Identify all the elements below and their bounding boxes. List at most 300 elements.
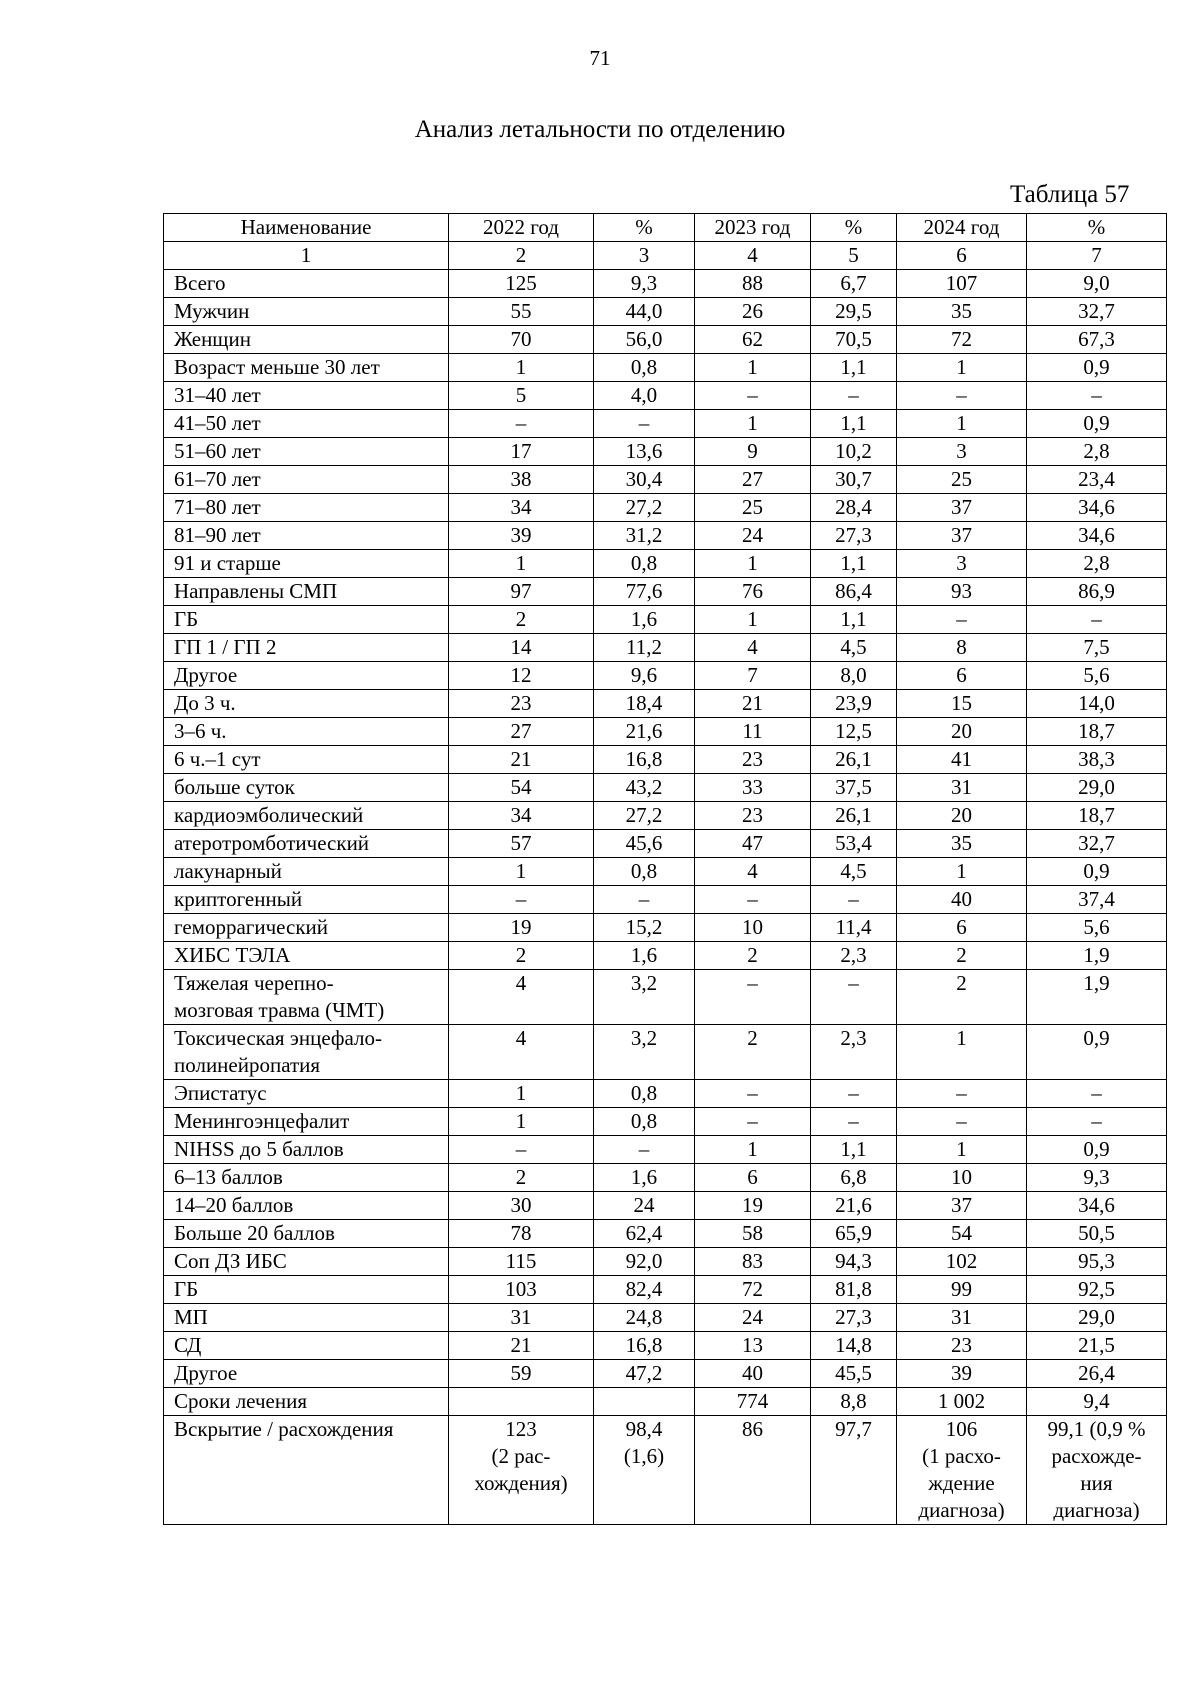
table-cell: – bbox=[695, 970, 811, 1025]
table-cell: 1 bbox=[695, 550, 811, 578]
table-row bbox=[164, 858, 1167, 886]
table-cell: 23 bbox=[449, 690, 594, 718]
table-cell: 25 bbox=[695, 494, 811, 522]
table-cell: 125 bbox=[449, 270, 594, 298]
table-cell: 99,1 (0,9 % расхожде- ния диагноза) bbox=[1027, 1416, 1167, 1525]
table-cell: 27,2 bbox=[594, 494, 695, 522]
table-cell: 9,6 bbox=[594, 662, 695, 690]
table-cell: 26,4 bbox=[1027, 1360, 1167, 1388]
row-label-cell: Сроки лечения bbox=[164, 1388, 449, 1416]
table-cell: 92,0 bbox=[594, 1248, 695, 1276]
table-row bbox=[164, 410, 1167, 438]
table-cell: 53,4 bbox=[811, 830, 897, 858]
table-cell: 2024 год bbox=[897, 214, 1027, 242]
table-row bbox=[164, 298, 1167, 326]
table-row bbox=[164, 886, 1167, 914]
table-cell: 32,7 bbox=[1027, 298, 1167, 326]
table-cell: 12 bbox=[449, 662, 594, 690]
table-cell: 4 bbox=[695, 634, 811, 662]
row-label-cell: 6 ч.–1 сут bbox=[164, 746, 449, 774]
table-cell: 23 bbox=[695, 802, 811, 830]
table-cell: 4 bbox=[449, 970, 594, 1025]
table-cell: – bbox=[449, 410, 594, 438]
table-cell: 103 bbox=[449, 1276, 594, 1304]
table-cell: 24,8 bbox=[594, 1304, 695, 1332]
table-row bbox=[164, 1332, 1167, 1360]
table-cell: 4 bbox=[695, 858, 811, 886]
row-label-cell: 6–13 баллов bbox=[164, 1164, 449, 1192]
table-row bbox=[164, 914, 1167, 942]
table-cell: – bbox=[1027, 1108, 1167, 1136]
table-cell: 20 bbox=[897, 718, 1027, 746]
table-cell: 6 bbox=[897, 914, 1027, 942]
table-row bbox=[164, 270, 1167, 298]
table-cell: 1,9 bbox=[1027, 970, 1167, 1025]
row-label-cell: больше суток bbox=[164, 774, 449, 802]
table-cell: 17 bbox=[449, 438, 594, 466]
table-cell: 3,2 bbox=[594, 970, 695, 1025]
table-cell: 1 bbox=[695, 354, 811, 382]
table-cell: 86,4 bbox=[811, 578, 897, 606]
table-cell: 70 bbox=[449, 326, 594, 354]
table-cell: 9,3 bbox=[1027, 1164, 1167, 1192]
table-cell: 27,3 bbox=[811, 1304, 897, 1332]
table-cell: 6 bbox=[897, 242, 1027, 270]
table-cell: 34,6 bbox=[1027, 494, 1167, 522]
table-row bbox=[164, 1416, 1167, 1525]
table-row bbox=[164, 466, 1167, 494]
table-cell: 115 bbox=[449, 1248, 594, 1276]
table-cell: 82,4 bbox=[594, 1276, 695, 1304]
table-row bbox=[164, 746, 1167, 774]
table-cell: % bbox=[811, 214, 897, 242]
table-cell: 31 bbox=[897, 774, 1027, 802]
table-row bbox=[164, 970, 1167, 1025]
row-label-cell: Всего bbox=[164, 270, 449, 298]
table-cell: 1,1 bbox=[811, 410, 897, 438]
table-cell: 34 bbox=[449, 802, 594, 830]
row-label-cell: ГБ bbox=[164, 606, 449, 634]
table-row bbox=[164, 802, 1167, 830]
table-cell: 97 bbox=[449, 578, 594, 606]
table-row bbox=[164, 1248, 1167, 1276]
row-label-cell: СД bbox=[164, 1332, 449, 1360]
table-cell: 34,6 bbox=[1027, 1192, 1167, 1220]
row-label-cell: Мужчин bbox=[164, 298, 449, 326]
table-cell: – bbox=[695, 1108, 811, 1136]
table-cell: 10 bbox=[695, 914, 811, 942]
table-row bbox=[164, 1360, 1167, 1388]
table-cell: 32,7 bbox=[1027, 830, 1167, 858]
row-label-cell: Женщин bbox=[164, 326, 449, 354]
table-cell: 15 bbox=[897, 690, 1027, 718]
table-cell: 26,1 bbox=[811, 802, 897, 830]
table-cell: 29,0 bbox=[1027, 1304, 1167, 1332]
table-row bbox=[164, 1304, 1167, 1332]
table-cell: 86 bbox=[695, 1416, 811, 1525]
table-cell: – bbox=[897, 1108, 1027, 1136]
table-cell: 1 bbox=[449, 858, 594, 886]
table-row bbox=[164, 1108, 1167, 1136]
row-label-cell: 14–20 баллов bbox=[164, 1192, 449, 1220]
table-cell: 47 bbox=[695, 830, 811, 858]
table-cell: 4,0 bbox=[594, 382, 695, 410]
table-cell: 18,7 bbox=[1027, 802, 1167, 830]
table-cell: 0,8 bbox=[594, 354, 695, 382]
table-cell: 41 bbox=[897, 746, 1027, 774]
table-cell: 1 bbox=[695, 606, 811, 634]
table-cell: 23,9 bbox=[811, 690, 897, 718]
table-cell: 19 bbox=[695, 1192, 811, 1220]
table-cell: 1 bbox=[449, 1108, 594, 1136]
table-cell: 15,2 bbox=[594, 914, 695, 942]
table-cell: % bbox=[1027, 214, 1167, 242]
table-cell: 34 bbox=[449, 494, 594, 522]
table-cell: 2,8 bbox=[1027, 550, 1167, 578]
table-cell: 1,1 bbox=[811, 606, 897, 634]
table-cell: 2023 год bbox=[695, 214, 811, 242]
row-label-cell: Возраст меньше 30 лет bbox=[164, 354, 449, 382]
table-cell: 1,9 bbox=[1027, 942, 1167, 970]
table-cell: 1 bbox=[897, 1025, 1027, 1080]
table-cell: 70,5 bbox=[811, 326, 897, 354]
table-row bbox=[164, 326, 1167, 354]
table-cell: 23 bbox=[897, 1332, 1027, 1360]
table-cell: 19 bbox=[449, 914, 594, 942]
table-cell: – bbox=[449, 1136, 594, 1164]
table-cell: 2 bbox=[695, 1025, 811, 1080]
table-row bbox=[164, 634, 1167, 662]
table-cell: 12,5 bbox=[811, 718, 897, 746]
table-cell: 35 bbox=[897, 830, 1027, 858]
row-label-cell: Больше 20 баллов bbox=[164, 1220, 449, 1248]
table-cell: 24 bbox=[695, 522, 811, 550]
table-cell: – bbox=[449, 886, 594, 914]
table-cell: 67,3 bbox=[1027, 326, 1167, 354]
table-cell: 21 bbox=[449, 746, 594, 774]
table-row bbox=[164, 690, 1167, 718]
table-cell: 29,0 bbox=[1027, 774, 1167, 802]
table-cell: 2,3 bbox=[811, 942, 897, 970]
table-cell: 7 bbox=[695, 662, 811, 690]
table-cell: 123 (2 рас- хождения) bbox=[449, 1416, 594, 1525]
table-cell: 2 bbox=[449, 942, 594, 970]
table-cell: 65,9 bbox=[811, 1220, 897, 1248]
table-cell: 30 bbox=[449, 1192, 594, 1220]
table-cell: 23,4 bbox=[1027, 466, 1167, 494]
table-cell: – bbox=[811, 1108, 897, 1136]
table-cell: 1 bbox=[897, 410, 1027, 438]
table-cell: 4 bbox=[449, 1025, 594, 1080]
row-label-cell: атеротромботический bbox=[164, 830, 449, 858]
table-row bbox=[164, 718, 1167, 746]
row-label-cell: Соп ДЗ ИБС bbox=[164, 1248, 449, 1276]
table-cell: 35 bbox=[897, 298, 1027, 326]
table-cell: 7 bbox=[1027, 242, 1167, 270]
table-cell: – bbox=[594, 886, 695, 914]
column-number-row bbox=[164, 242, 1167, 270]
table-cell: 2 bbox=[449, 606, 594, 634]
table-cell: 31 bbox=[449, 1304, 594, 1332]
table-cell: 29,5 bbox=[811, 298, 897, 326]
table-cell: 99 bbox=[897, 1276, 1027, 1304]
table-cell: 25 bbox=[897, 466, 1027, 494]
table-caption: Таблица 57 bbox=[1010, 181, 1130, 208]
table-cell: 6 bbox=[897, 662, 1027, 690]
row-label-cell: 31–40 лет bbox=[164, 382, 449, 410]
row-label-cell: Другое bbox=[164, 662, 449, 690]
table-cell: 59 bbox=[449, 1360, 594, 1388]
table-cell: 95,3 bbox=[1027, 1248, 1167, 1276]
table-cell: 1,1 bbox=[811, 550, 897, 578]
table-cell: % bbox=[594, 214, 695, 242]
row-label-cell: Направлены СМП bbox=[164, 578, 449, 606]
table-cell: 27,2 bbox=[594, 802, 695, 830]
table-cell: 40 bbox=[897, 886, 1027, 914]
table-row bbox=[164, 606, 1167, 634]
table-cell: 3,2 bbox=[594, 1025, 695, 1080]
table-cell: 37,4 bbox=[1027, 886, 1167, 914]
table-cell: 6,7 bbox=[811, 270, 897, 298]
table-row bbox=[164, 1136, 1167, 1164]
table-cell: 0,8 bbox=[594, 1108, 695, 1136]
table-cell: 40 bbox=[695, 1360, 811, 1388]
row-label-cell: лакунарный bbox=[164, 858, 449, 886]
table-cell: 20 bbox=[897, 802, 1027, 830]
table-cell: 11,2 bbox=[594, 634, 695, 662]
table-cell: 14,0 bbox=[1027, 690, 1167, 718]
table-cell: 27 bbox=[449, 718, 594, 746]
table-cell: 31,2 bbox=[594, 522, 695, 550]
table-cell: 0,9 bbox=[1027, 1136, 1167, 1164]
table-cell: 0,8 bbox=[594, 550, 695, 578]
table-cell: 16,8 bbox=[594, 1332, 695, 1360]
row-label-cell: Эпистатус bbox=[164, 1080, 449, 1108]
table-cell: 26 bbox=[695, 298, 811, 326]
table-cell: 45,6 bbox=[594, 830, 695, 858]
table-cell: 7,5 bbox=[1027, 634, 1167, 662]
table-cell: – bbox=[811, 382, 897, 410]
table-row bbox=[164, 522, 1167, 550]
table-cell: 30,4 bbox=[594, 466, 695, 494]
table-cell: 11,4 bbox=[811, 914, 897, 942]
table-row bbox=[164, 774, 1167, 802]
table-cell: 8 bbox=[897, 634, 1027, 662]
table-row bbox=[164, 1192, 1167, 1220]
row-label-cell: Менингоэнцефалит bbox=[164, 1108, 449, 1136]
table-cell: 18,7 bbox=[1027, 718, 1167, 746]
table-cell: 2 bbox=[897, 970, 1027, 1025]
table-cell: 92,5 bbox=[1027, 1276, 1167, 1304]
table-cell: 72 bbox=[897, 326, 1027, 354]
table-cell: 37,5 bbox=[811, 774, 897, 802]
table-cell: 72 bbox=[695, 1276, 811, 1304]
table-cell: 1 bbox=[695, 1136, 811, 1164]
table-row bbox=[164, 1164, 1167, 1192]
table-row bbox=[164, 942, 1167, 970]
table-cell: 39 bbox=[897, 1360, 1027, 1388]
table-cell: 97,7 bbox=[811, 1416, 897, 1525]
table-cell: 1 002 bbox=[897, 1388, 1027, 1416]
table-cell: 43,2 bbox=[594, 774, 695, 802]
table-cell: 9,3 bbox=[594, 270, 695, 298]
table-cell: 26,1 bbox=[811, 746, 897, 774]
table-cell: 1 bbox=[897, 354, 1027, 382]
table-cell: 10 bbox=[897, 1164, 1027, 1192]
table-cell: – bbox=[695, 886, 811, 914]
row-label-cell: 1 bbox=[164, 242, 449, 270]
row-label-cell: ГП 1 / ГП 2 bbox=[164, 634, 449, 662]
table-cell: 2 bbox=[897, 942, 1027, 970]
row-label-cell: криптогенный bbox=[164, 886, 449, 914]
table-cell: 21 bbox=[695, 690, 811, 718]
table-row bbox=[164, 382, 1167, 410]
row-label-cell: 71–80 лет bbox=[164, 494, 449, 522]
table-cell: 1 bbox=[897, 1136, 1027, 1164]
table-cell: 2,8 bbox=[1027, 438, 1167, 466]
row-label-cell: 91 и старше bbox=[164, 550, 449, 578]
table-row bbox=[164, 830, 1167, 858]
table-row bbox=[164, 354, 1167, 382]
table-cell: – bbox=[594, 410, 695, 438]
table-cell: 62,4 bbox=[594, 1220, 695, 1248]
table-cell: 16,8 bbox=[594, 746, 695, 774]
page-number: 71 bbox=[589, 46, 611, 70]
row-label-cell: До 3 ч. bbox=[164, 690, 449, 718]
table-cell: – bbox=[811, 970, 897, 1025]
table-cell: 47,2 bbox=[594, 1360, 695, 1388]
table-cell bbox=[449, 1388, 594, 1416]
row-label-cell: Тяжелая черепно- мозговая травма (ЧМТ) bbox=[164, 970, 449, 1025]
row-label-cell: 61–70 лет bbox=[164, 466, 449, 494]
table-cell: – bbox=[1027, 382, 1167, 410]
table-cell: 8,8 bbox=[811, 1388, 897, 1416]
table-cell: 38,3 bbox=[1027, 746, 1167, 774]
table-cell: 10,2 bbox=[811, 438, 897, 466]
table-cell: 81,8 bbox=[811, 1276, 897, 1304]
table-cell: – bbox=[1027, 606, 1167, 634]
table-cell: 30,7 bbox=[811, 466, 897, 494]
table-cell: – bbox=[811, 886, 897, 914]
table-row bbox=[164, 438, 1167, 466]
table-cell: 56,0 bbox=[594, 326, 695, 354]
row-label-cell: Токсическая энцефало- полинейропатия bbox=[164, 1025, 449, 1080]
table-cell: 1,6 bbox=[594, 942, 695, 970]
table-cell: 2,3 bbox=[811, 1025, 897, 1080]
table-cell: 106 (1 расхо- ждение диагноза) bbox=[897, 1416, 1027, 1525]
table-cell: 3 bbox=[897, 438, 1027, 466]
table-cell: 1 bbox=[449, 354, 594, 382]
row-label-cell: NIHSS до 5 баллов bbox=[164, 1136, 449, 1164]
row-label-cell: ГБ bbox=[164, 1276, 449, 1304]
row-label-cell: Наименование bbox=[164, 214, 449, 242]
table-cell: 31 bbox=[897, 1304, 1027, 1332]
table-cell: 86,9 bbox=[1027, 578, 1167, 606]
table-cell: 27 bbox=[695, 466, 811, 494]
table-row bbox=[164, 578, 1167, 606]
table-row bbox=[164, 1388, 1167, 1416]
table-cell: 4,5 bbox=[811, 634, 897, 662]
table-cell: 21,6 bbox=[594, 718, 695, 746]
table-cell: 13,6 bbox=[594, 438, 695, 466]
table-cell: 94,3 bbox=[811, 1248, 897, 1276]
mortality-table bbox=[163, 213, 1167, 1525]
table-cell: 78 bbox=[449, 1220, 594, 1248]
table-cell: 23 bbox=[695, 746, 811, 774]
table-cell: 98,4 (1,6) bbox=[594, 1416, 695, 1525]
table-cell: – bbox=[695, 382, 811, 410]
table-cell: 57 bbox=[449, 830, 594, 858]
table-cell: 8,0 bbox=[811, 662, 897, 690]
table-cell: 45,5 bbox=[811, 1360, 897, 1388]
table-cell: 93 bbox=[897, 578, 1027, 606]
table-cell: 2 bbox=[449, 1164, 594, 1192]
table-cell: – bbox=[897, 1080, 1027, 1108]
table-header-row bbox=[164, 214, 1167, 242]
table-row bbox=[164, 662, 1167, 690]
table-cell: 54 bbox=[449, 774, 594, 802]
table-cell: 0,9 bbox=[1027, 410, 1167, 438]
table-cell: 0,8 bbox=[594, 858, 695, 886]
table-cell: 9,4 bbox=[1027, 1388, 1167, 1416]
row-label-cell: Другое bbox=[164, 1360, 449, 1388]
table-cell: 5,6 bbox=[1027, 914, 1167, 942]
table-cell: 33 bbox=[695, 774, 811, 802]
table-cell: 5 bbox=[449, 382, 594, 410]
table-cell: 44,0 bbox=[594, 298, 695, 326]
table-cell: 1 bbox=[449, 550, 594, 578]
table-cell: 1 bbox=[449, 1080, 594, 1108]
table-cell: 11 bbox=[695, 718, 811, 746]
table-cell: 5,6 bbox=[1027, 662, 1167, 690]
table-cell: 24 bbox=[594, 1192, 695, 1220]
table-cell bbox=[594, 1388, 695, 1416]
table-row bbox=[164, 1276, 1167, 1304]
table-cell: 54 bbox=[897, 1220, 1027, 1248]
table-cell: 14 bbox=[449, 634, 594, 662]
table-cell: 21,6 bbox=[811, 1192, 897, 1220]
table-cell: 6,8 bbox=[811, 1164, 897, 1192]
table-cell: 58 bbox=[695, 1220, 811, 1248]
table-cell: 55 bbox=[449, 298, 594, 326]
table-cell: 37 bbox=[897, 494, 1027, 522]
table-cell: 50,5 bbox=[1027, 1220, 1167, 1248]
table-cell: 24 bbox=[695, 1304, 811, 1332]
table-cell: 37 bbox=[897, 522, 1027, 550]
row-label-cell: 51–60 лет bbox=[164, 438, 449, 466]
row-label-cell: МП bbox=[164, 1304, 449, 1332]
table-row bbox=[164, 550, 1167, 578]
table-cell: – bbox=[897, 606, 1027, 634]
table-row bbox=[164, 1080, 1167, 1108]
table-cell: 62 bbox=[695, 326, 811, 354]
table-cell: 2 bbox=[695, 942, 811, 970]
table-cell: 0,9 bbox=[1027, 354, 1167, 382]
table-cell: 0,9 bbox=[1027, 1025, 1167, 1080]
row-label-cell: кардиоэмболический bbox=[164, 802, 449, 830]
table-cell: 34,6 bbox=[1027, 522, 1167, 550]
table-cell: 4 bbox=[695, 242, 811, 270]
table-row bbox=[164, 1025, 1167, 1080]
table-cell: 102 bbox=[897, 1248, 1027, 1276]
table-cell: 39 bbox=[449, 522, 594, 550]
table-cell: 1,1 bbox=[811, 354, 897, 382]
row-label-cell: геморрагический bbox=[164, 914, 449, 942]
table-cell: 38 bbox=[449, 466, 594, 494]
row-label-cell: 41–50 лет bbox=[164, 410, 449, 438]
table-cell: 4,5 bbox=[811, 858, 897, 886]
table-cell: 18,4 bbox=[594, 690, 695, 718]
